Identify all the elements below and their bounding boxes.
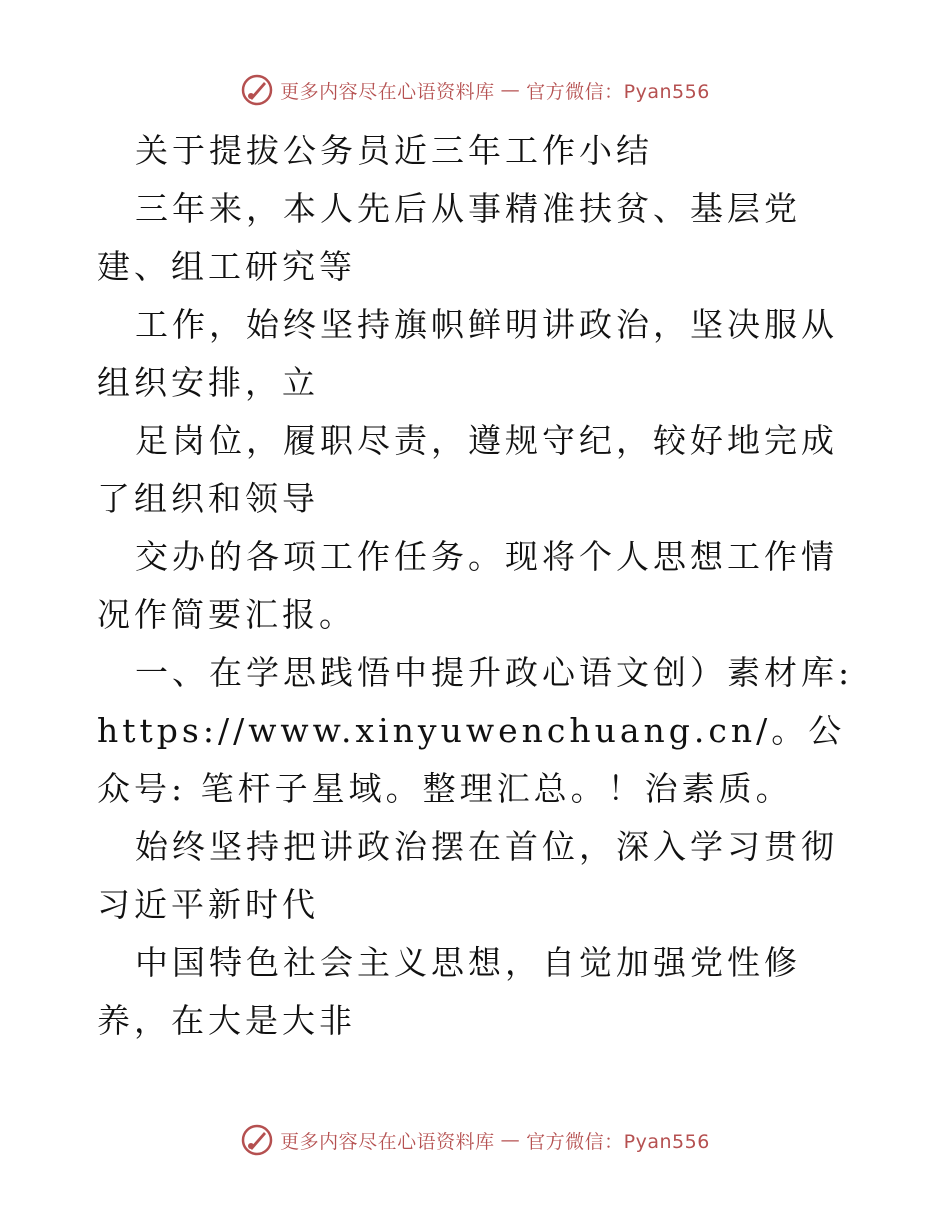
watermark-site-text: 更多内容尽在心语资料库: [280, 80, 495, 103]
watermark-wechat-text: 官方微信：Pyan556: [526, 80, 710, 103]
header-watermark: [0, 70, 950, 110]
document-body: [97, 122, 855, 1050]
paragraph: 始终坚持把讲政治摆在首位，深入学习贯彻习近平新时代: [97, 827, 838, 924]
section-heading: 一、在学思践悟中提升政心语文创）素材库: https://www.xinyuwenchuang.cn/。公众号: 笔杆子星域。整理汇总。！治素质。: [97, 653, 854, 808]
footer-watermark: [0, 1120, 950, 1160]
paragraph: 中国特色社会主义思想，自觉加强党性修养，在大是大非: [97, 943, 801, 1040]
paragraph: 足岗位，履职尽责，遵规守纪，较好地完成了组织和领导: [97, 421, 838, 518]
watermark-wechat-text: 官方微信：Pyan556: [526, 1130, 710, 1153]
paragraph: 三年来，本人先后从事精准扶贫、基层党建、组工研究等: [97, 189, 801, 286]
watermark-site-text: 更多内容尽在心语资料库: [280, 1130, 495, 1153]
doc-title: 关于提拔公务员近三年工作小结: [135, 131, 653, 170]
paragraph: 工作，始终坚持旗帜鲜明讲政治，坚决服从组织安排，立: [97, 305, 838, 402]
quill-logo-icon: [240, 73, 274, 107]
watermark-separator: —: [500, 79, 521, 101]
watermark-separator: —: [500, 1129, 521, 1151]
quill-logo-icon: [240, 1123, 274, 1157]
paragraph: 交办的各项工作任务。现将个人思想工作情况作简要汇报。: [97, 537, 838, 634]
